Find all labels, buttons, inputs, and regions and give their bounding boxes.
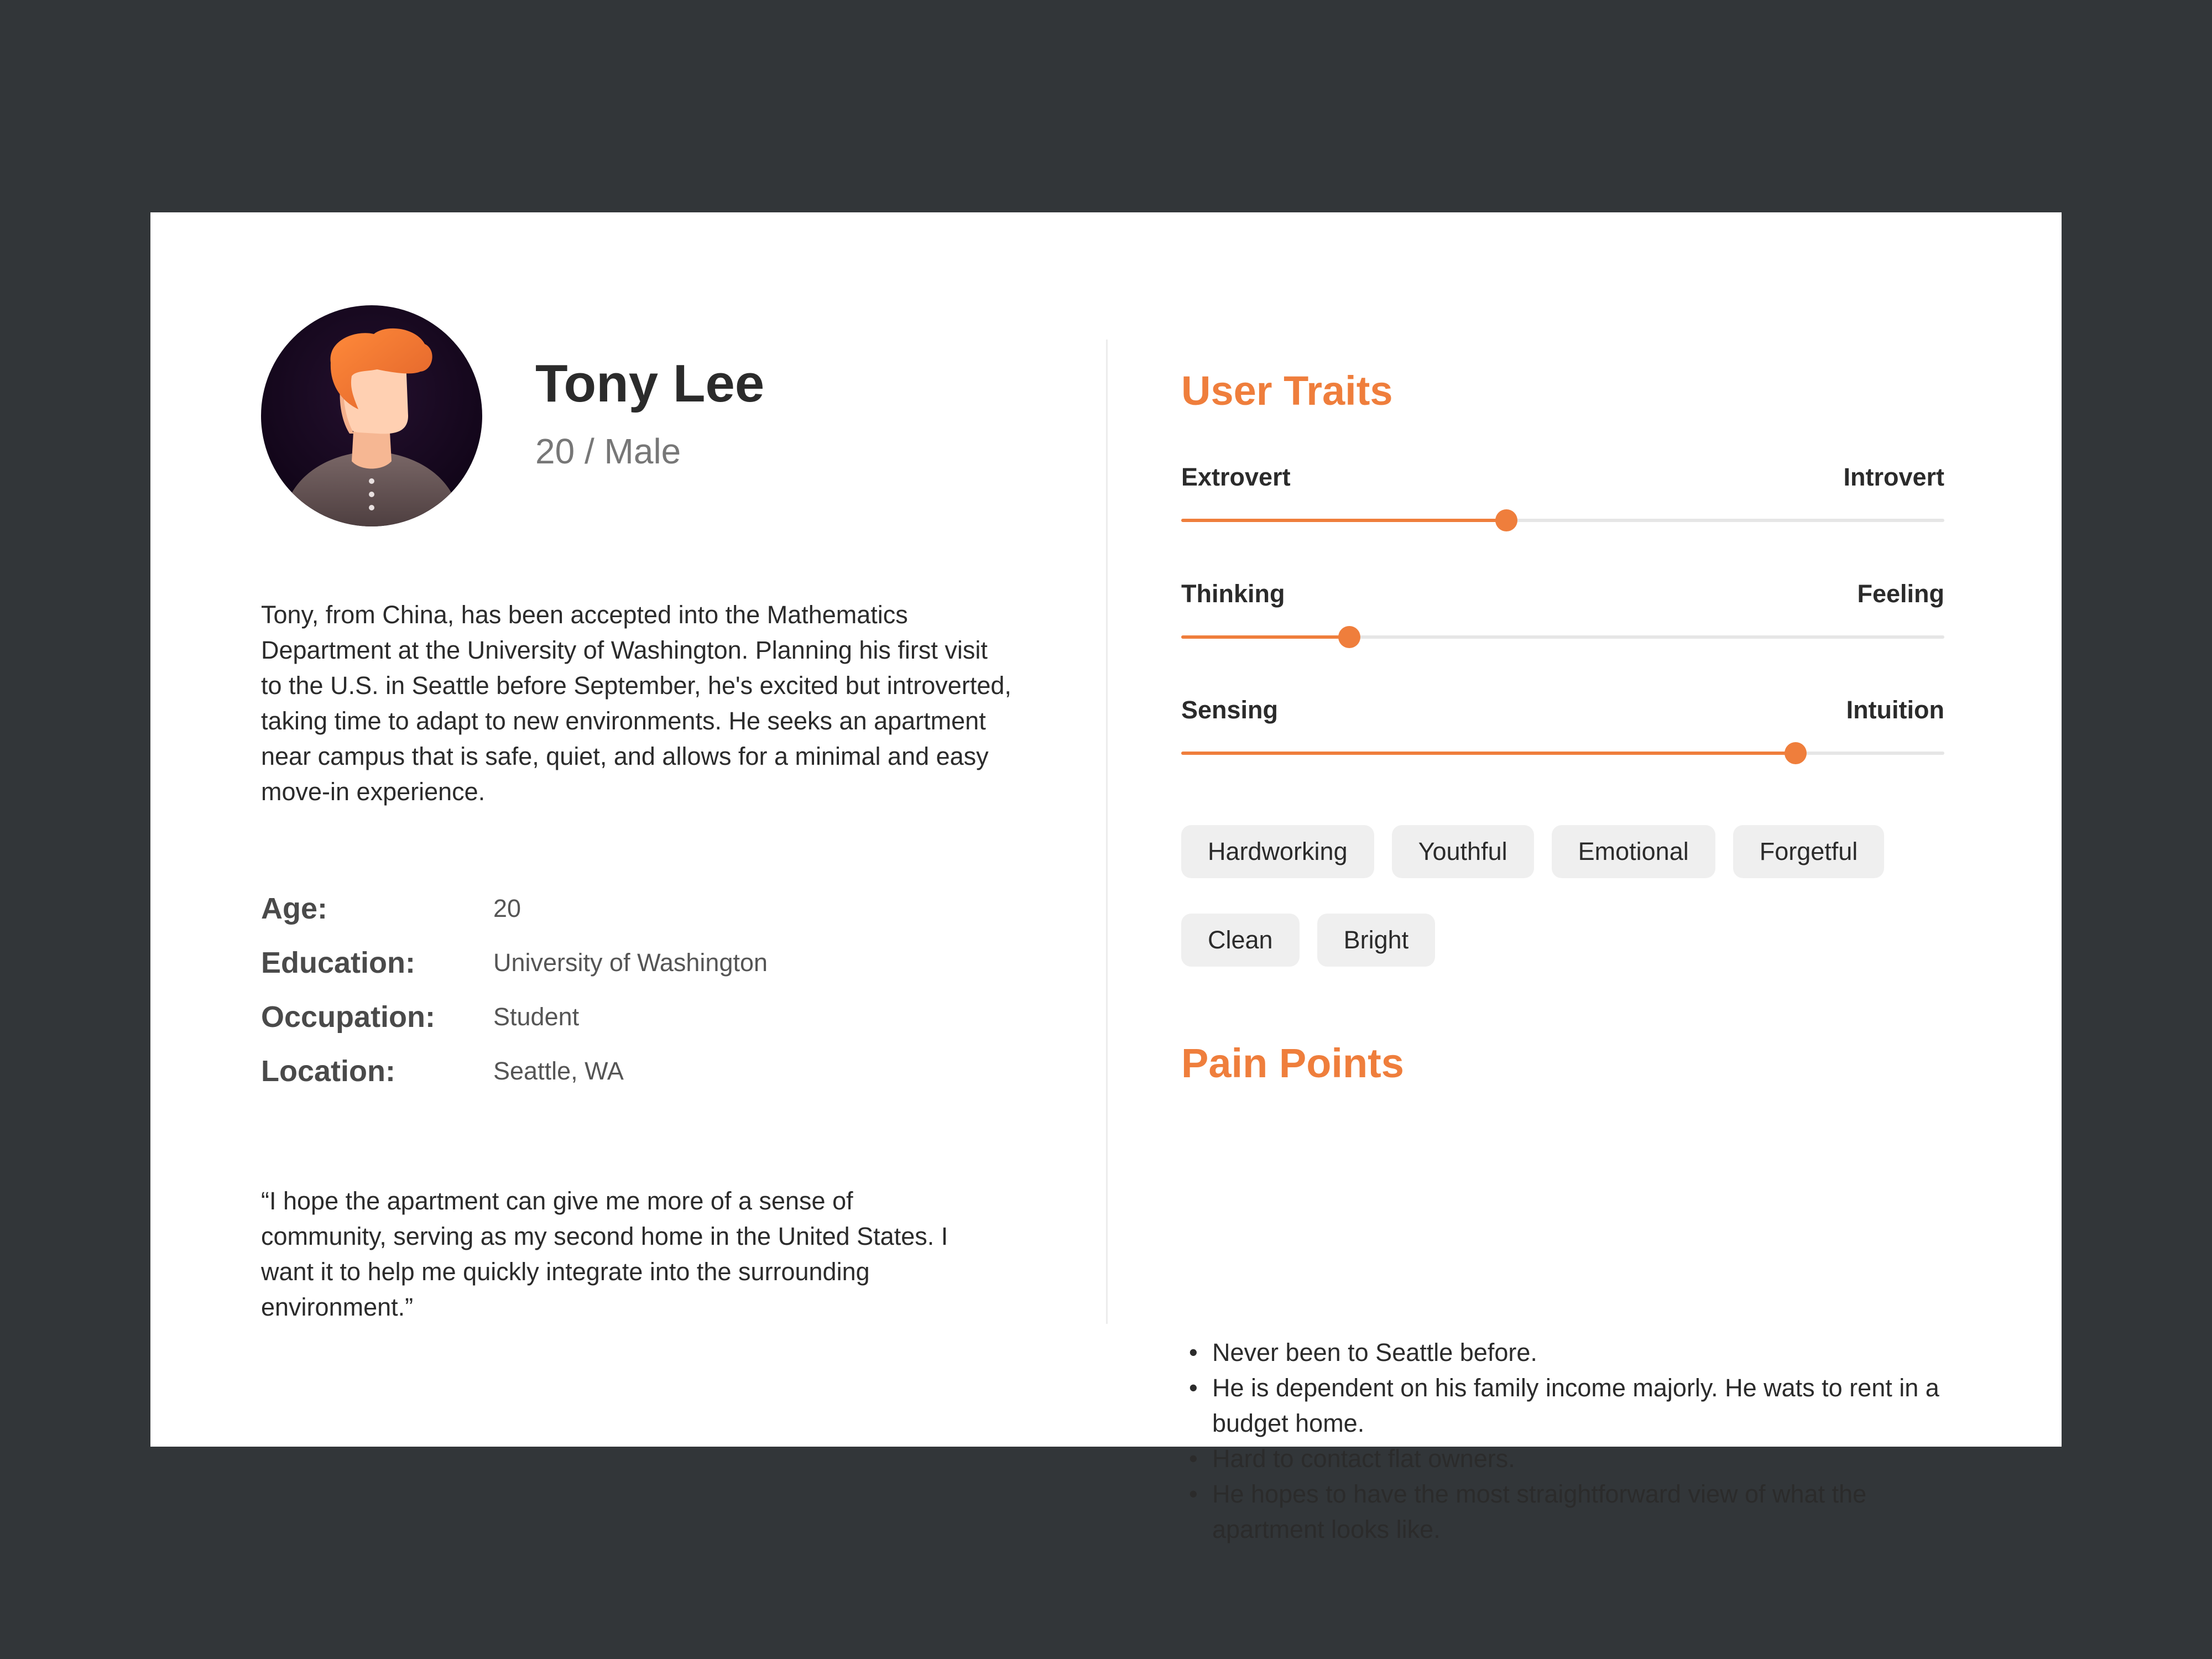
persona-bio: Tony, from China, has been accepted into the Mathematics Department at the University of Washington. Planning his first visit to the U.S. in Seattle before September, he's excited but introverted, taking time to adapt to new environments. He seeks an apartment near campus that is safe, quiet, and allows for a minimal and easy move-in experience. — [261, 601, 1011, 806]
trait-right-label: Introvert — [1843, 463, 1944, 491]
detail-label: Education: — [261, 946, 415, 979]
trait-right-label: Intuition — [1846, 696, 1944, 724]
trait-right-label: Feeling — [1857, 580, 1944, 608]
pain-point-item: • Never been to Seattle before. — [1181, 1335, 1955, 1370]
tag-bright: Bright — [1317, 914, 1436, 967]
trait-left-label: Thinking — [1181, 580, 1285, 608]
detail-label: Occupation: — [261, 1000, 436, 1034]
persona-details — [261, 894, 980, 1110]
trait-scale-extrovert-introvert — [1181, 465, 1944, 531]
user-avatar-icon — [261, 305, 482, 526]
tag-clean: Clean — [1181, 914, 1300, 967]
persona-age-gender: 20 / Male — [535, 431, 681, 471]
trait-scale-thinking-feeling — [1181, 581, 1944, 648]
tag-forgetful: Forgetful — [1733, 825, 1885, 878]
trait-slider-knob[interactable] — [1338, 626, 1360, 648]
trait-slider-knob[interactable] — [1785, 742, 1807, 764]
trait-track — [1181, 635, 1944, 639]
detail-value: University of Washington — [493, 948, 768, 977]
tag-youthful: Youthful — [1392, 825, 1534, 878]
detail-label: Age: — [261, 892, 327, 925]
column-divider — [1106, 340, 1108, 1324]
detail-value: Student — [493, 1003, 580, 1031]
trait-track — [1181, 519, 1944, 522]
pain-points-list — [1181, 1335, 1955, 1547]
tag-hardworking: Hardworking — [1181, 825, 1374, 878]
detail-row-location — [261, 1056, 980, 1110]
detail-value: Seattle, WA — [493, 1057, 624, 1085]
trait-scale-sensing-intuition — [1181, 697, 1944, 764]
tag-emotional: Emotional — [1552, 825, 1715, 878]
pain-point-item: • He hopes to have the most straightforward view of what the apartment looks like. — [1181, 1477, 1955, 1547]
trait-fill — [1181, 752, 1796, 755]
persona-name: Tony Lee — [535, 354, 765, 413]
trait-track — [1181, 752, 1944, 755]
pain-point-item: • He is dependent on his family income majorly. He wats to rent in a budget home. — [1181, 1370, 1955, 1441]
trait-fill — [1181, 519, 1506, 522]
detail-value: 20 — [493, 894, 521, 922]
persona-quote: “I hope the apartment can give me more of a sense of community, serving as my second home in the United States. I want it to help me quickly integrate into the surrounding environment.” — [261, 1187, 948, 1321]
trait-left-label: Sensing — [1181, 696, 1279, 724]
trait-tags — [1181, 825, 1955, 967]
detail-label: Location: — [261, 1055, 395, 1088]
detail-row-occupation — [261, 1002, 980, 1056]
detail-row-education — [261, 948, 980, 1002]
persona-card — [150, 212, 2062, 1543]
trait-left-label: Extrovert — [1181, 463, 1291, 491]
trait-fill — [1181, 635, 1349, 639]
trait-slider-knob[interactable] — [1495, 509, 1517, 531]
user-traits-title: User Traits — [1181, 368, 1393, 414]
pain-points-title: Pain Points — [1181, 1040, 1404, 1086]
pain-point-item: • Hard to contact flat owners. — [1181, 1441, 1955, 1477]
detail-row-age — [261, 894, 980, 948]
